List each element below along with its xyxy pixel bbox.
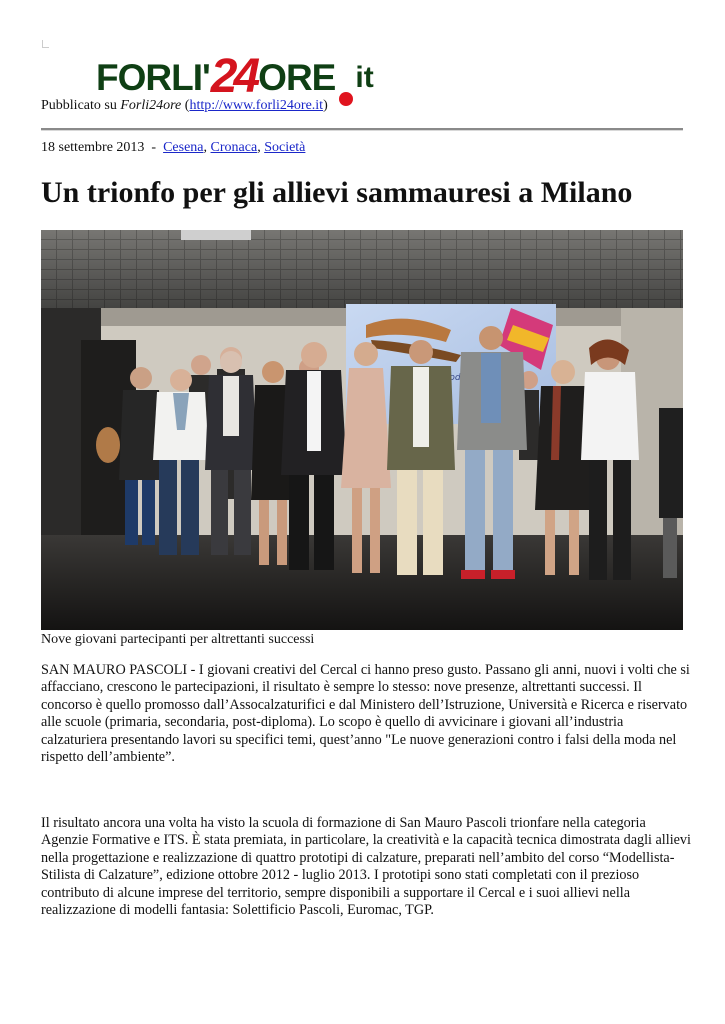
photo-caption: Nove giovani partecipanti per altrettanti successi	[41, 632, 315, 647]
published-paren-open: (	[181, 98, 190, 113]
published-line	[41, 98, 328, 114]
published-prefix: Pubblicato su	[41, 98, 121, 113]
article-photo	[41, 230, 683, 630]
site-url-link[interactable]: http://www.forli24ore.it	[189, 98, 324, 113]
logo-text-it: it	[355, 61, 374, 94]
meta-separator: -	[144, 140, 164, 155]
published-site-name: Forli24ore	[120, 98, 182, 113]
page-corner-mark	[42, 40, 49, 48]
article-paragraph-2: Il risultato ancora una volta ha visto la scuola di formazione di San Mauro Pascoli trionfare nella categoria Agenzie Formative e ITS. È stata premiata, in particolare, la creatività e la capacità tecnica dimostrata dagli allievi nella progettazione e realizzazione di quattro prototipi di calzature, preparati nell’ambito del corso “Modellista-Stilista di Calzature”, edizione ottobre 2012 - luglio 2013. I prototipi sono stati completati con il prezioso contributo di alcune imprese del territorio, sempre disponibili a supportare il Cercal e i suoi allievi nella realizzazione di modelli fantasia: Solettificio Pascoli, Euromac, TGP.	[41, 815, 691, 919]
site-logo[interactable]	[96, 48, 374, 103]
group-photo-icon	[41, 230, 683, 630]
logo-text-ore: ORE	[258, 57, 336, 98]
logo-text-forli: FORLI'	[96, 57, 210, 98]
published-paren-close: )	[323, 98, 328, 113]
article-paragraph-1: SAN MAURO PASCOLI - I giovani creativi del Cercal ci hanno preso gusto. Passano gli anni, nuovi i volti che si affacciano, crescono le partecipazioni, il risultato è sempre lo stesso: nove presenze, altrettanti successi. Il concorso è quello promosso dall’Assocalzaturifici e dal Ministero dell’Istruzione, Università e Ricerca e riservato alle scuole (primaria, secondaria, post-diploma). Lo scopo è quello di avvicinare i giovani all’industria calzaturiera presentando lavori su specifici temi, quest’anno "Le nuove generazioni contro i falsi della moda nel rispetto dell’ambiente”.	[41, 662, 690, 766]
article-meta	[41, 140, 305, 156]
article-date: 18 settembre 2013	[41, 140, 145, 155]
header-divider	[41, 128, 683, 131]
meta-comma: ,	[257, 140, 265, 155]
logo-text-24: 24	[210, 50, 257, 103]
meta-comma: ,	[203, 140, 211, 155]
category-link-cesena[interactable]: Cesena	[163, 140, 204, 155]
logo-red-dot-icon	[339, 92, 353, 106]
category-link-societa[interactable]: Società	[264, 140, 306, 155]
article-headline: Un trionfo per gli allievi sammauresi a Milano	[41, 176, 633, 209]
category-link-cronaca[interactable]: Cronaca	[210, 140, 258, 155]
screen-text: moda	[440, 373, 467, 383]
